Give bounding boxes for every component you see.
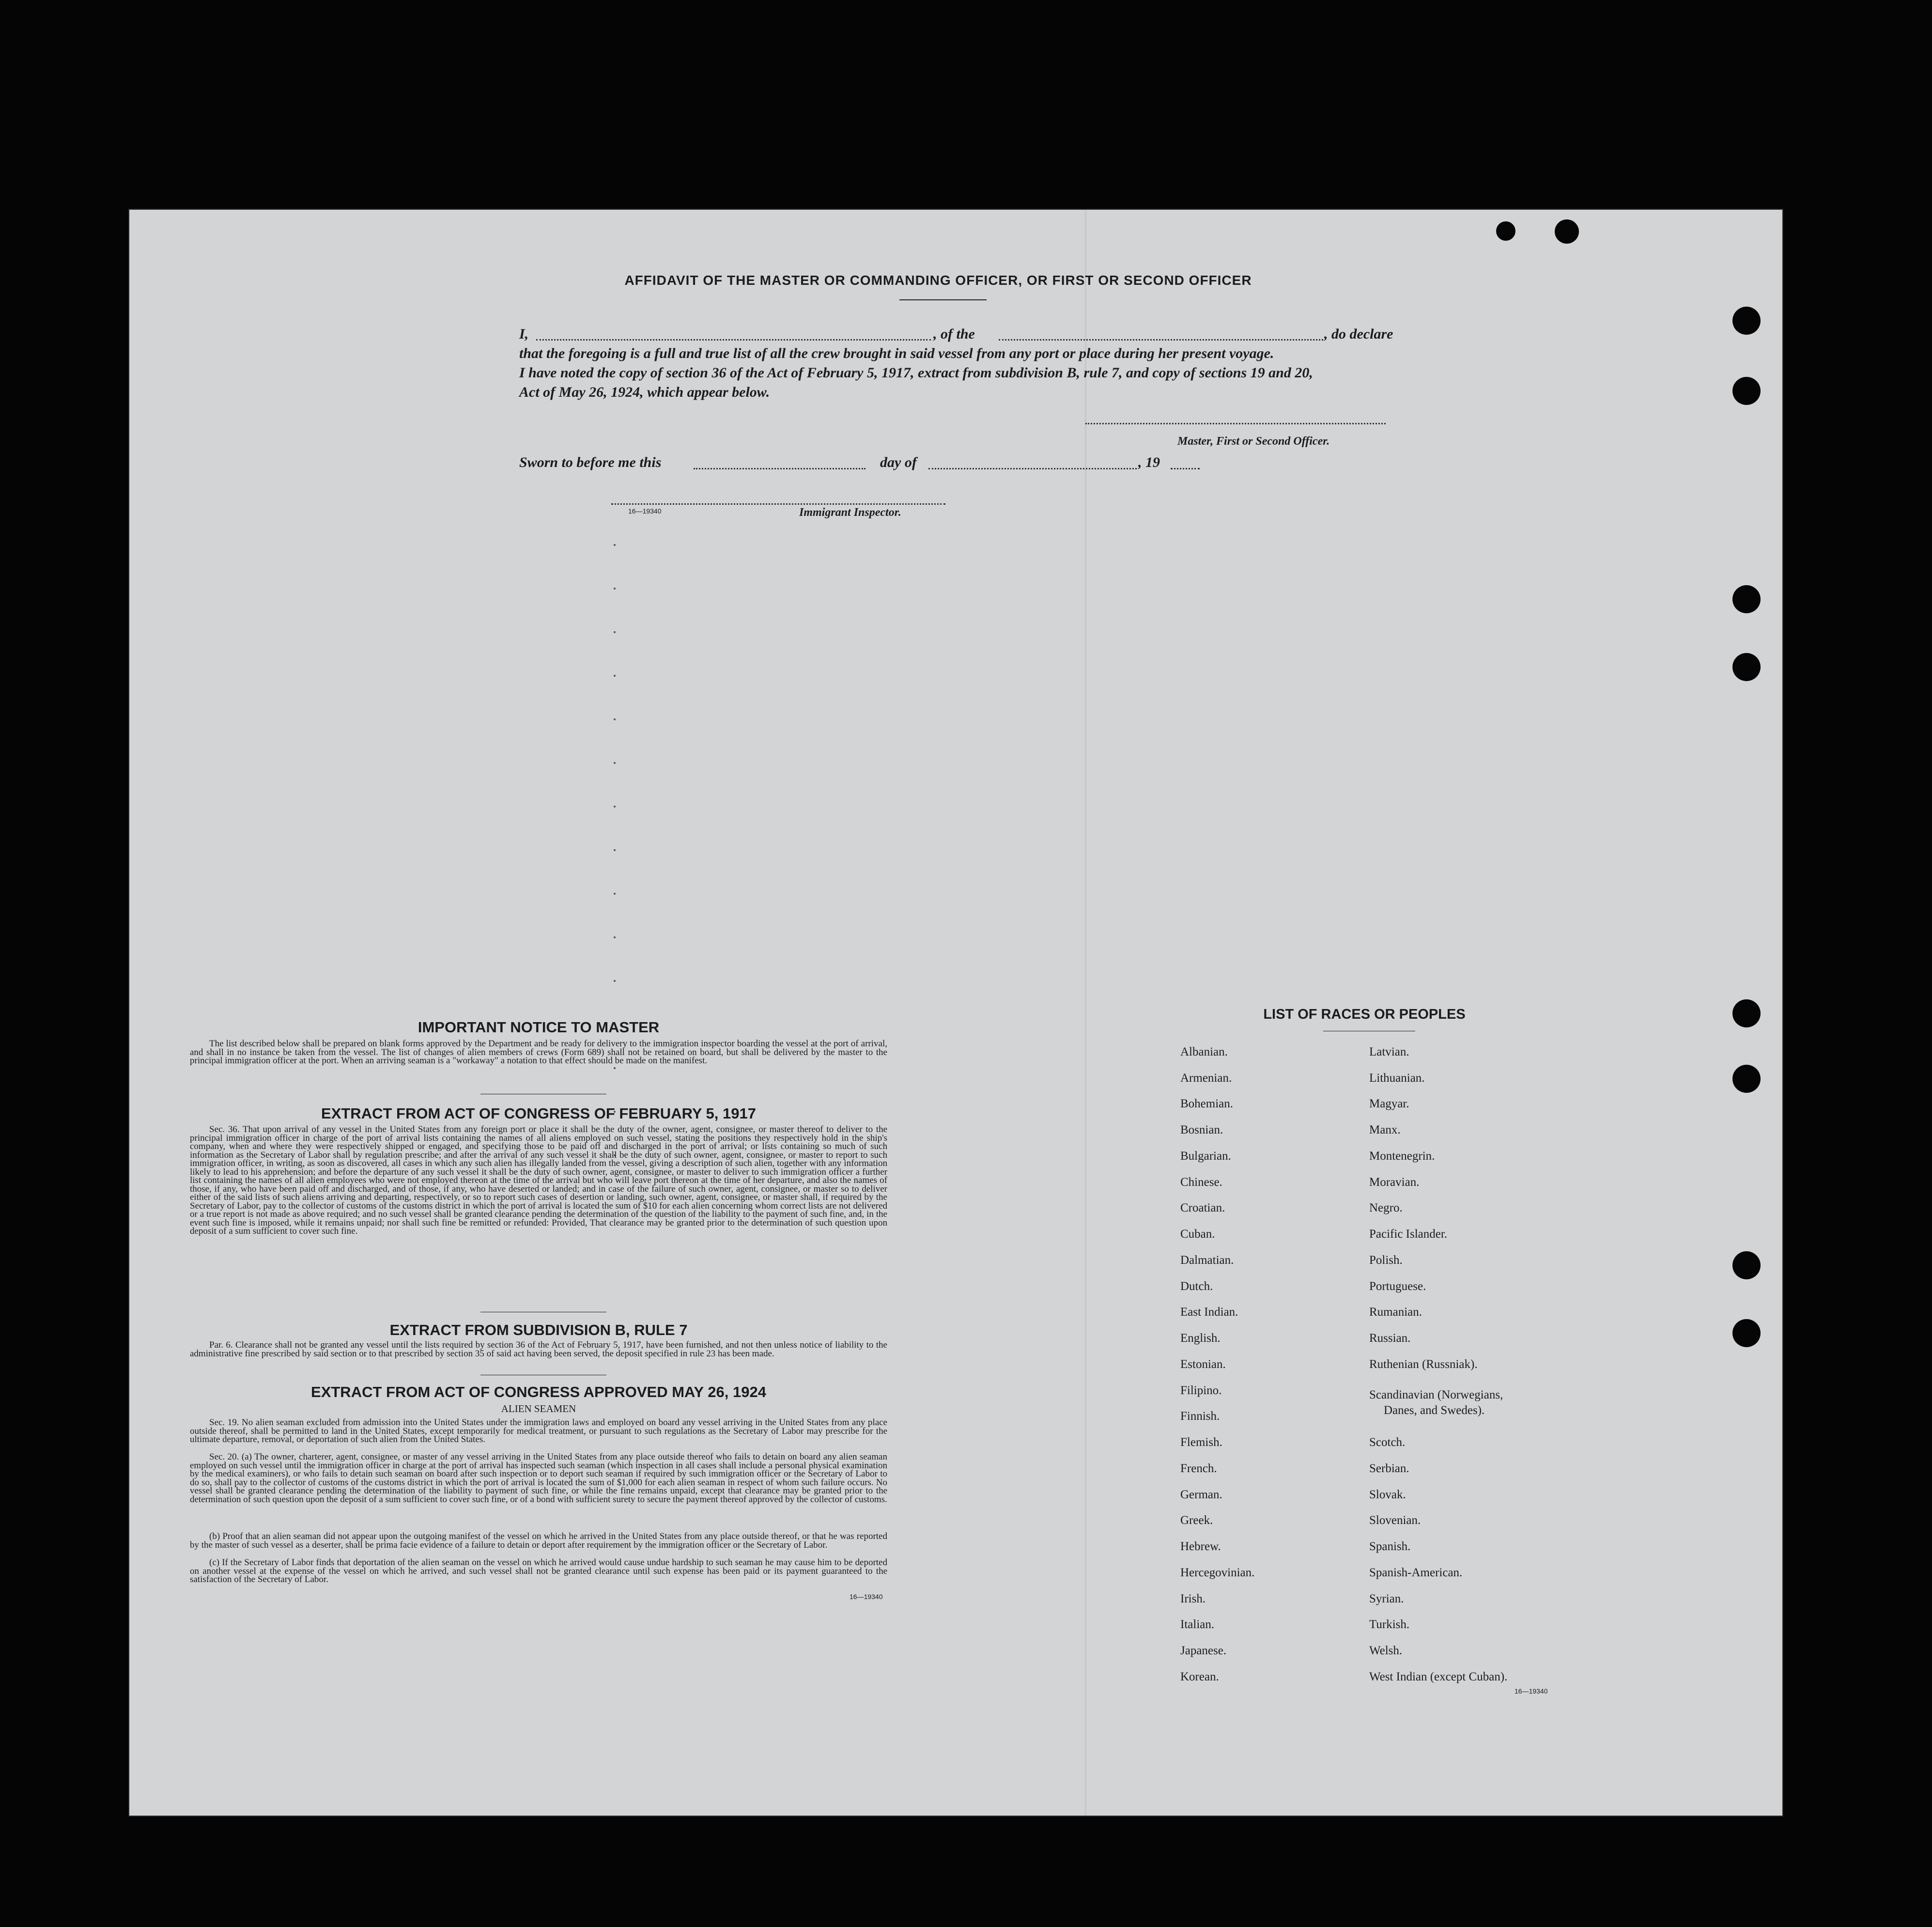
dot-mark: [614, 631, 616, 633]
extract-1924-sec20b: (b) Proof that an alien seaman did not appear upon the outgoing manifest of the vessel on which he arrived in the United States from any place outside thereof, or that he was reported by the master of such vessel as a deserter, shall be prima facie evidence of a failure to detain or deport after requirement by the immigration officer or the Secretary of Labor.: [190, 1531, 887, 1550]
race-item: Magyar.: [1369, 1097, 1409, 1110]
race-item: Flemish.: [1180, 1436, 1222, 1449]
dot-mark: [614, 675, 616, 677]
title-underline: [899, 299, 987, 300]
race-item: Danes, and Swedes).: [1384, 1404, 1485, 1417]
race-item: Albanian.: [1180, 1045, 1228, 1058]
race-item: East Indian.: [1180, 1305, 1238, 1319]
race-item: Estonian.: [1180, 1358, 1226, 1371]
race-item: Scandinavian (Norwegians,: [1369, 1388, 1503, 1401]
race-item: Welsh.: [1369, 1644, 1403, 1657]
binder-hole: [1496, 221, 1515, 241]
affidavit-form-number: 16—19340: [628, 507, 662, 515]
extract-form-number: 16—19340: [850, 1593, 883, 1601]
race-item: Latvian.: [1369, 1045, 1409, 1058]
races-form-number: 16—19340: [1515, 1687, 1548, 1695]
race-item: Portuguese.: [1369, 1280, 1426, 1293]
race-item: Dutch.: [1180, 1280, 1213, 1293]
page-fold: [1085, 210, 1086, 1816]
binder-hole: [1732, 653, 1761, 681]
race-item: West Indian (except Cuban).: [1369, 1670, 1508, 1683]
race-item: Irish.: [1180, 1592, 1206, 1605]
year-text: , 19: [1138, 454, 1160, 470]
race-item: Slovenian.: [1369, 1514, 1421, 1527]
declaration-line-2: that the foregoing is a full and true list of all the crew brought in said vessel from any port or place during her present voyage.: [519, 345, 1274, 361]
notice-text: The list described below shall be prepared on blank forms approved by the Department and be ready for delivery to the immigration inspector boarding the vessel at the port of arrival, and shall in no instance be taken from the vessel. The list of changes of alien members of crews (Form 689) shall not be retained on board, but shall be delivered by the master to the principal immigration officer at the port. When an arriving seaman is a "workaway" a notation to that effect should be made on the manifest.: [190, 1039, 887, 1066]
sworn-month-field[interactable]: [928, 468, 1137, 469]
vessel-field[interactable]: [999, 339, 1323, 341]
extract-1924-title: EXTRACT FROM ACT OF CONGRESS APPROVED MAY 26, 1924: [311, 1383, 766, 1400]
race-item: Montenegrin.: [1369, 1150, 1435, 1163]
dot-mark: [614, 893, 616, 895]
dot-mark: [614, 762, 616, 764]
race-item: Hebrew.: [1180, 1540, 1221, 1553]
sworn-day-field[interactable]: [694, 468, 866, 469]
inspector-label: Immigrant Inspector.: [799, 506, 901, 519]
binder-hole: [1732, 1065, 1761, 1093]
extract-1924-sec20c: (c) If the Secretary of Labor finds that deportation of the alien seaman on the vessel on which he arrived would cause undue hardship to such seaman he may cause him to be deported on another vessel at the expense of the vessel on which he arrived, and such vessel shall not be granted clearance until such expense has been paid or its payment guaranteed to the satisfaction of the Secretary of Labor.: [190, 1557, 887, 1585]
dot-mark: [614, 544, 616, 546]
race-item: Serbian.: [1369, 1462, 1409, 1475]
race-item: Chinese.: [1180, 1176, 1222, 1189]
extract-1924-sec20a: Sec. 20. (a) The owner, charterer, agent, consignee, or master of any vessel arriving in the United States from any place outside thereof who fails to detain on board any alien seaman employed on such vessel until the immigration officer in charge at the port of arrival has inspected such seaman (which inspection in all cases shall include a personal physical examination by the medical examiners), or who fails to detain such seaman on board after such inspection or to deport such seaman if required by such immigration officer or the Secretary of Labor to do so, shall pay to the collector of customs of the customs district in which the port of arrival is located the sum of $1,000 for each alien seaman in respect of whom such failure occurs. No vessel shall be granted clearance pending the determination of the liability to payment of such fine, or while the fine remains unpaid, except that clearance may be granted prior to the determination of such question upon the deposit of a sum sufficient to cover such fine, or of a bond with sufficient surety to secure the payment thereof approved by the collector of customs.: [190, 1452, 887, 1505]
race-item: Scotch.: [1369, 1436, 1406, 1449]
dot-mark: [614, 980, 616, 982]
race-item: Italian.: [1180, 1618, 1215, 1631]
race-item: Dalmatian.: [1180, 1254, 1234, 1267]
race-item: Russian.: [1369, 1332, 1411, 1345]
master-signature-field[interactable]: [1085, 423, 1386, 424]
race-item: Filipino.: [1180, 1384, 1222, 1397]
declaration-do-declare: , do declare: [1324, 326, 1393, 342]
binder-hole: [1732, 1251, 1761, 1279]
race-item: Bulgarian.: [1180, 1150, 1231, 1163]
race-item: Spanish-American.: [1369, 1566, 1463, 1579]
race-item: Ruthenian (Russniak).: [1369, 1358, 1478, 1371]
race-item: German.: [1180, 1488, 1222, 1501]
binder-hole: [1732, 999, 1761, 1027]
declaration-line-4: Act of May 26, 1924, which appear below.: [519, 384, 770, 400]
rule-7-text: Par. 6. Clearance shall not be granted any vessel until the lists required by section 36 of the Act of February 5, 1917, have been furnished, and not then unless notice of liability to the administrative fine prescribed by said section or to that prescribed by section 35 of said act having been served, the deposit specified in rule 23 has been made.: [190, 1340, 887, 1359]
race-item: Polish.: [1369, 1254, 1403, 1267]
race-item: Syrian.: [1369, 1592, 1404, 1605]
binder-hole: [1732, 377, 1761, 405]
race-item: Moravian.: [1369, 1176, 1420, 1189]
race-item: Turkish.: [1369, 1618, 1410, 1631]
race-item: Hercegovinian.: [1180, 1566, 1255, 1579]
dot-mark: [614, 1067, 616, 1069]
race-item: Spanish.: [1369, 1540, 1411, 1553]
extract-1917-text: Sec. 36. That upon arrival of any vessel in the United States from any foreign port or place it shall be the duty of the owner, agent, consignee, or master thereof to deliver to the principal immigration officer in charge of the port of arrival lists containing the names of all aliens employed on such vessel, stating the positions they respectively hold in the ship's company, when and where they were respectively shipped or engaged, and specifying those to be paid off and discharged in the port of arrival; or lists containing so much of such information as the Secretary of Labor shall by regulation prescribe; and after the arrival of any such vessel it shall be the duty of such owner, agent, consignee, or master to report to such immigration officer, in writing, as soon as discovered, all cases in which any such alien has illegally landed from the vessel, giving a description of such alien, together with any information likely to lead to his apprehension; and before the departure of any such vessel it shall be the duty of such owner, agent, consignee, or master to deliver to such immigration officer a further list containing the names of all alien employees who were not employed thereon at the time of the arrival but who will leave port thereon at the time of her departure, and also the names of those, if any, who have been paid off and discharged, and of those, if any, who have deserted or landed; and in case of the failure of such owner, agent, consignee, or master so to deliver either of the said lists of such aliens arriving and departing, respectively, or so to report such cases of desertion or landing, such owner, agent, consignee, or master shall, if required by the Secretary of Labor, pay to the collector of customs of the customs district in which the port of arrival is located the sum of $10 for each alien concerning whom correct lists are not delivered or a true report is not made as above required; and no such vessel shall be granted clearance pending the determination of the question of the liability to the payment of such fine, and, in the event such fine is imposed, while it remains unpaid; nor shall such fine be remitted or refunded: Provided, That clearance may be granted prior to the determination of such question upon deposit of a sum sufficient to cover such fine.: [190, 1124, 887, 1236]
races-title: LIST OF RACES OR PEOPLES: [1263, 1007, 1466, 1022]
race-item: Lithuanian.: [1369, 1072, 1425, 1085]
sworn-year-field[interactable]: [1171, 468, 1200, 469]
race-item: Bohemian.: [1180, 1097, 1234, 1110]
alien-seamen-subtitle: ALIEN SEAMEN: [501, 1403, 576, 1414]
extract-1924-sec19: Sec. 19. No alien seaman excluded from admission into the United States under the immigration laws and employed on board any vessel arriving in the United States from any place outside thereof, shall be permitted to land in the United States, except temporarily for medical treatment, or pursuant to such regulations as the Secretary of Labor may prescribe for the ultimate departure, removal, or deportation of such alien from the United States.: [190, 1417, 887, 1445]
extract-1917-title: EXTRACT FROM ACT OF CONGRESS OF FEBRUARY 5, 1917: [321, 1105, 756, 1122]
dot-mark: [614, 936, 616, 938]
dot-mark: [614, 849, 616, 851]
race-item: Bosnian.: [1180, 1123, 1223, 1136]
binder-hole: [1732, 307, 1761, 335]
race-item: Japanese.: [1180, 1644, 1227, 1657]
race-item: Greek.: [1180, 1514, 1213, 1527]
rule-7-title: EXTRACT FROM SUBDIVISION B, RULE 7: [389, 1321, 688, 1338]
binder-hole: [1732, 1319, 1761, 1347]
affidavit-title: AFFIDAVIT OF THE MASTER OR COMMANDING OFFICER, OR FIRST OR SECOND OFFICER: [624, 273, 1252, 288]
inspector-signature-field[interactable]: [611, 503, 945, 505]
dot-mark: [614, 806, 616, 808]
day-of-text: day of: [880, 454, 917, 470]
master-signature-label: Master, First or Second Officer.: [1177, 435, 1330, 448]
race-item: Negro.: [1369, 1201, 1403, 1214]
dot-mark: [614, 588, 616, 590]
race-item: English.: [1180, 1332, 1221, 1345]
binder-hole: [1732, 585, 1761, 613]
declaration-line-3: I have noted the copy of section 36 of the Act of February 5, 1917, extract from subdivision B, rule 7, and copy of sections 19 and 20,: [519, 365, 1313, 381]
declaration-of-the: , of the: [933, 326, 975, 342]
race-item: Croatian.: [1180, 1201, 1225, 1214]
dot-mark: [614, 718, 616, 720]
declaration-i: I,: [519, 326, 529, 342]
document-page: [129, 210, 1782, 1816]
race-item: Rumanian.: [1369, 1305, 1422, 1319]
race-item: Armenian.: [1180, 1072, 1232, 1085]
race-item: Slovak.: [1369, 1488, 1406, 1501]
race-item: Finnish.: [1180, 1410, 1220, 1423]
binder-hole: [1555, 219, 1579, 244]
notice-title: IMPORTANT NOTICE TO MASTER: [417, 1019, 660, 1036]
race-item: Cuban.: [1180, 1228, 1215, 1241]
race-item: Pacific Islander.: [1369, 1228, 1448, 1241]
race-item: Korean.: [1180, 1670, 1219, 1683]
name-field[interactable]: [536, 339, 931, 341]
race-item: Manx.: [1369, 1123, 1401, 1136]
race-item: French.: [1180, 1462, 1217, 1475]
sworn-text: Sworn to before me this: [519, 454, 662, 470]
